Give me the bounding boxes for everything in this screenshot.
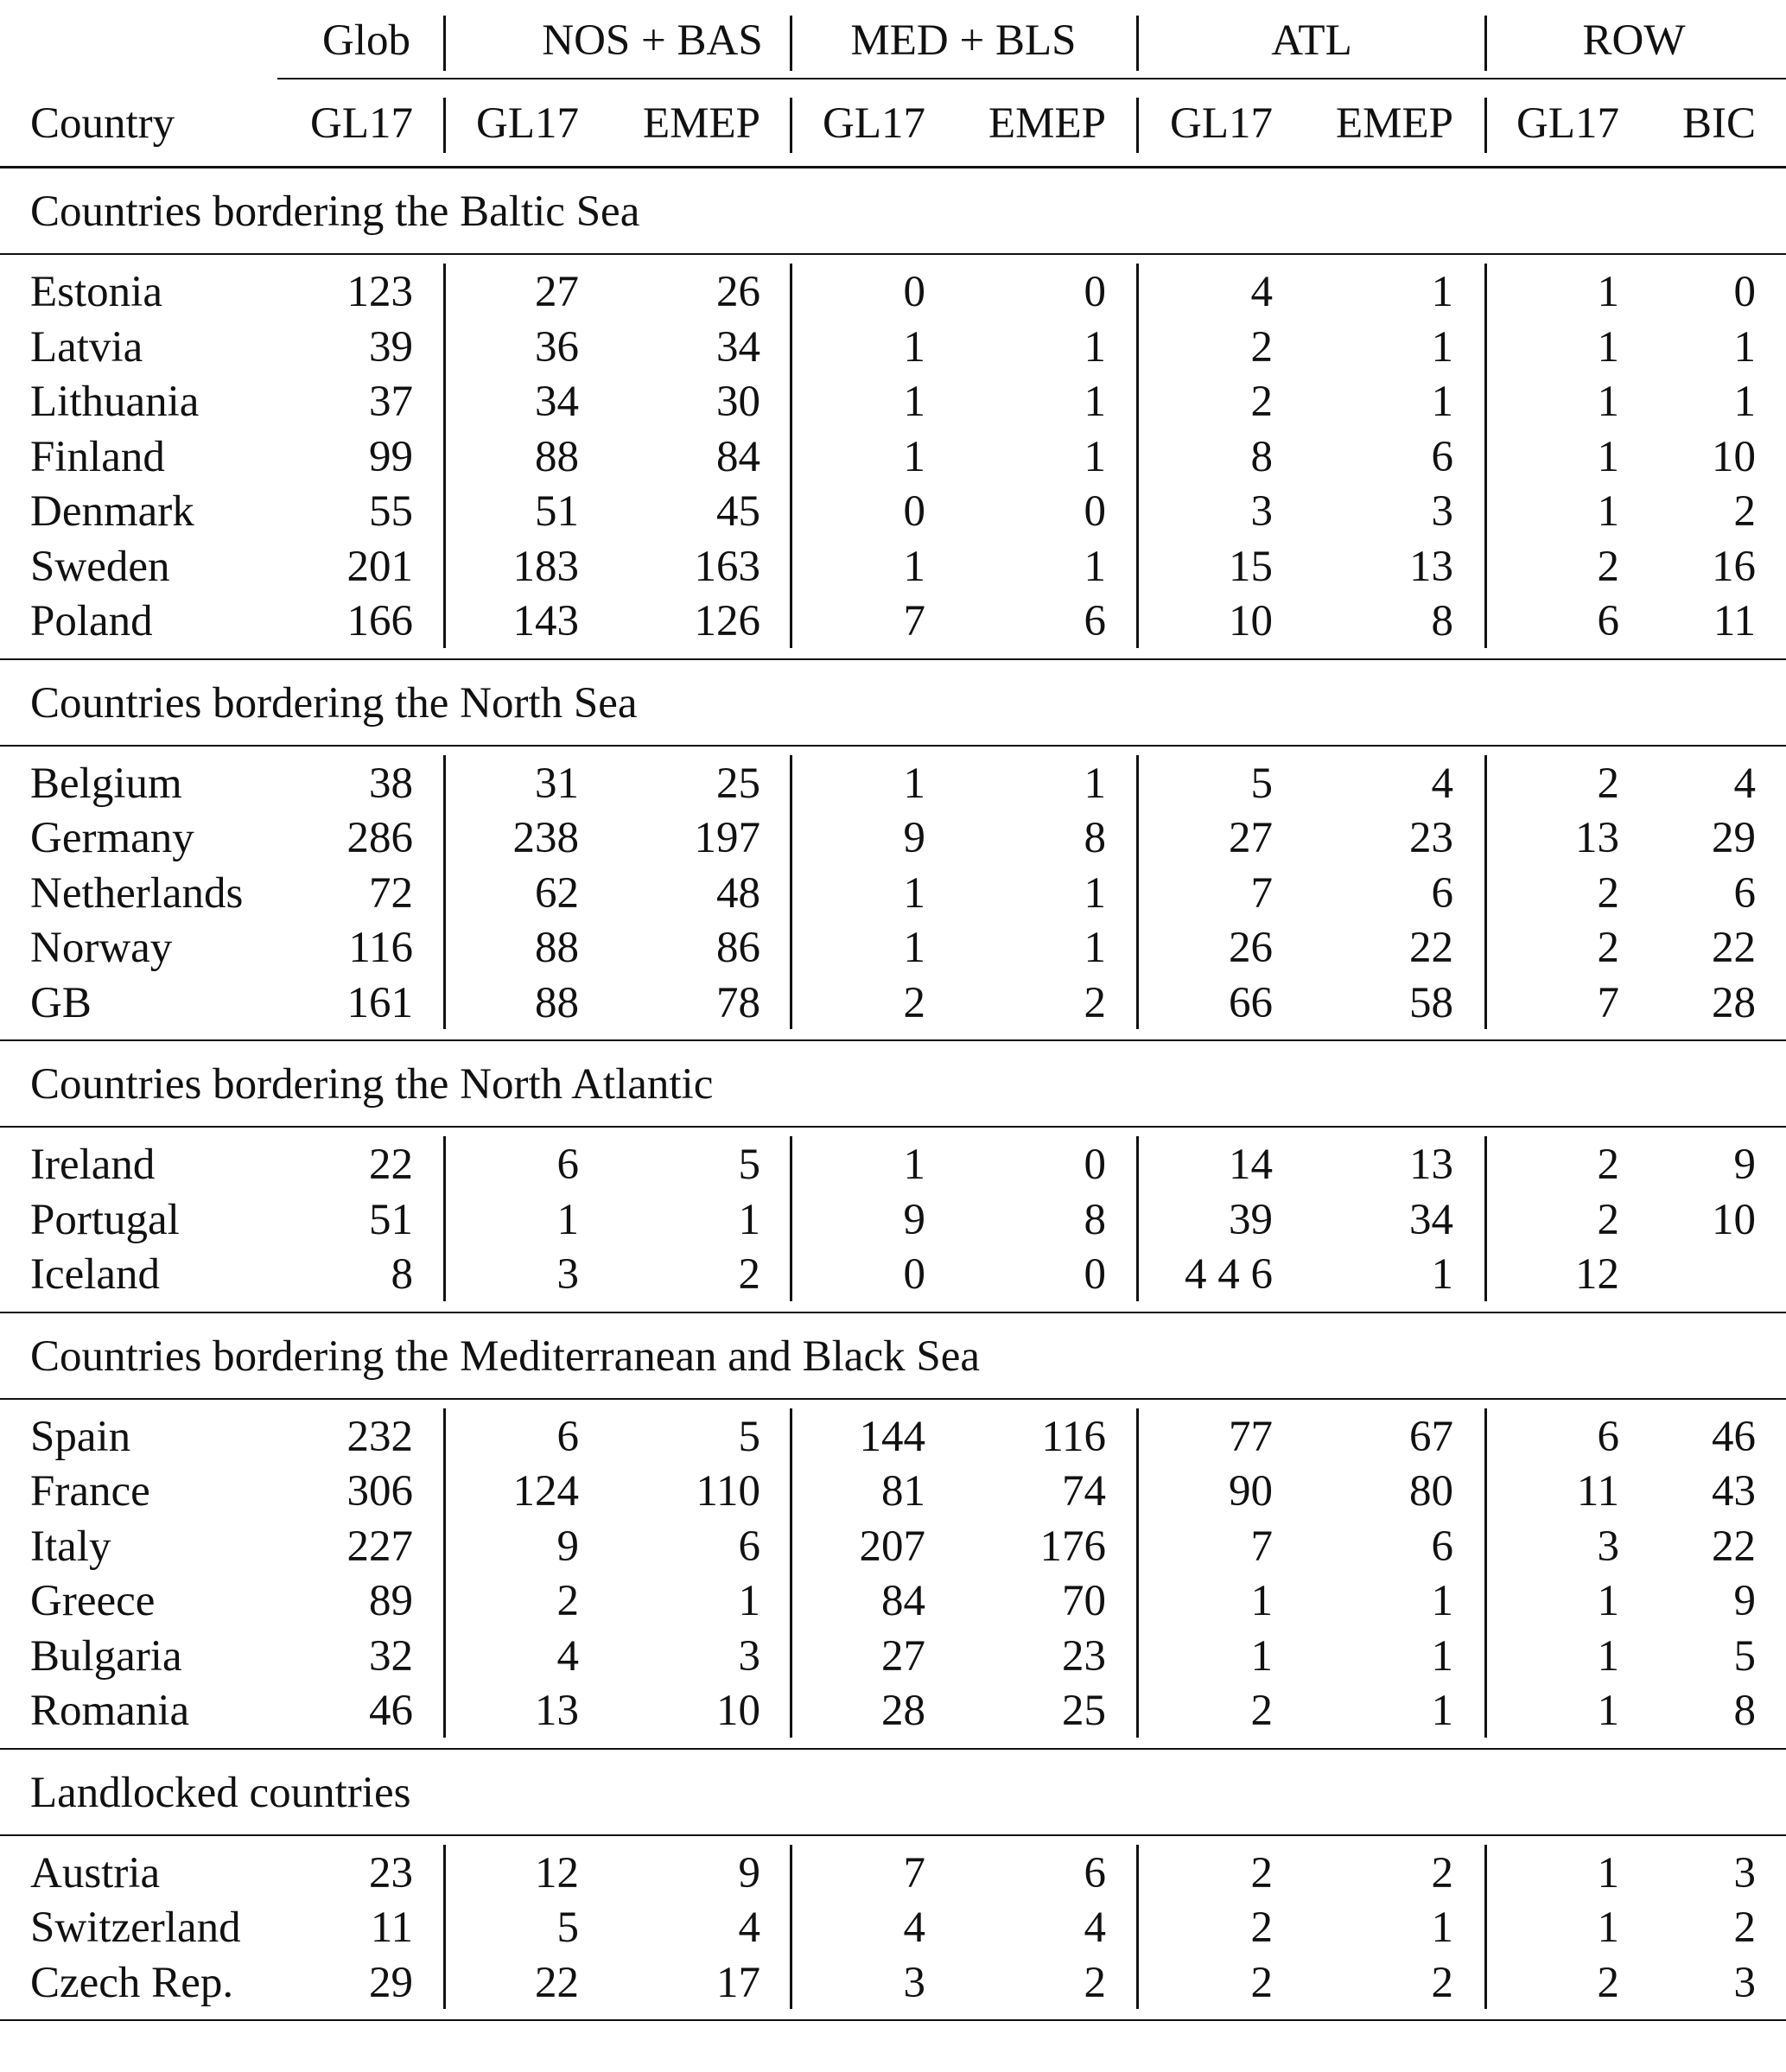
table-cell: 1 <box>1431 322 1453 372</box>
table-cell: 0 <box>1084 1141 1106 1189</box>
table-cell: 5 <box>738 1412 760 1461</box>
table-cell: 25 <box>716 759 760 808</box>
table-cell: 5 <box>1250 759 1273 808</box>
table-cell: 1 <box>1431 1904 1453 1952</box>
table-cell: 1 <box>1431 268 1453 316</box>
table-cell: 28 <box>1712 978 1756 1027</box>
column-separator <box>443 1845 446 2010</box>
table-cell: 6 <box>556 1412 579 1461</box>
table-cell: 9 <box>1733 1141 1756 1189</box>
table-cell: 84 <box>716 432 760 481</box>
table-cell: 27 <box>1229 814 1273 862</box>
table-cell: 9 <box>903 814 925 862</box>
header-separator <box>1484 98 1487 153</box>
table-cell: 13 <box>1409 542 1453 591</box>
table-cell: 13 <box>1409 1141 1453 1189</box>
table-cell: 1 <box>1250 1631 1273 1681</box>
table-cell: 2 <box>1733 1904 1756 1952</box>
table-cell: 81 <box>881 1467 925 1516</box>
table-cell: 11 <box>1576 1467 1619 1516</box>
country-name: Bulgaria <box>30 1631 182 1681</box>
table-cell: 88 <box>535 924 579 972</box>
table-cell: 238 <box>512 814 579 862</box>
group-header: ATL <box>1271 16 1352 65</box>
table-cell: 2 <box>1597 924 1619 972</box>
table-cell: 232 <box>346 1412 413 1461</box>
table-cell: 30 <box>716 378 760 426</box>
table-cell: 5 <box>556 1904 579 1952</box>
table-cell: 8 <box>1084 1195 1106 1244</box>
table-cell: 1 <box>1597 378 1619 426</box>
table-cell: 2 <box>1084 978 1106 1027</box>
table-cell: 6 <box>1597 597 1619 645</box>
column-separator <box>443 1136 446 1301</box>
table-cell: 34 <box>716 322 760 372</box>
table-cell: 1 <box>738 1195 760 1244</box>
table-cell: 34 <box>535 378 579 426</box>
column-separator <box>1484 1845 1487 2010</box>
table-cell: 197 <box>694 814 760 862</box>
table-cell: 1 <box>1431 1687 1453 1735</box>
table-cell: 10 <box>716 1687 760 1735</box>
country-name: Finland <box>30 432 165 481</box>
column-header: EMEP <box>642 99 760 148</box>
table-cell: 1 <box>903 542 925 591</box>
table-cell: 1 <box>1431 1250 1453 1299</box>
country-name: Poland <box>30 597 153 645</box>
country-name: Sweden <box>30 542 170 591</box>
table-cell: 3 <box>556 1250 579 1299</box>
table-cell: 6 <box>556 1141 579 1189</box>
table-cell: 11 <box>1713 597 1756 645</box>
table-cell: 29 <box>1712 814 1756 862</box>
table-cell: 39 <box>1229 1195 1273 1244</box>
table-cell: 23 <box>369 1848 413 1897</box>
table-cell: 74 <box>1062 1467 1106 1516</box>
table-cell: 58 <box>1409 978 1453 1027</box>
table-cell: 45 <box>716 487 760 536</box>
table-cell: 46 <box>369 1687 413 1735</box>
section-rule <box>0 745 1786 747</box>
section-title: Countries bordering the Baltic Sea <box>30 187 640 236</box>
table-cell: 1 <box>903 432 925 481</box>
header-separator <box>1484 16 1487 71</box>
group-header: NOS + BAS <box>542 16 763 65</box>
group-header: MED + BLS <box>850 16 1077 65</box>
table-cell: 1 <box>1597 1687 1619 1735</box>
section-rule <box>0 1834 1786 1836</box>
section-rule <box>0 253 1786 255</box>
column-separator <box>1484 1408 1487 1738</box>
table-cell: 4 4 6 <box>1185 1250 1273 1299</box>
table-cell: 70 <box>1062 1577 1106 1625</box>
table-cell: 2 <box>1597 542 1619 591</box>
table-cell: 5 <box>1733 1631 1756 1681</box>
table-cell: 6 <box>1084 1848 1106 1897</box>
column-separator <box>790 1136 792 1301</box>
table-cell: 84 <box>881 1577 925 1625</box>
column-header: GL17 <box>476 99 579 148</box>
table-cell: 86 <box>716 924 760 972</box>
country-name: Czech Rep. <box>30 1958 234 2007</box>
country-name: Estonia <box>30 268 162 316</box>
header-separator <box>443 98 446 153</box>
column-header: GL17 <box>823 99 925 148</box>
table-cell: 23 <box>1409 814 1453 862</box>
table-cell: 6 <box>1597 1412 1619 1461</box>
table-cell: 62 <box>535 868 579 918</box>
table-cell: 1 <box>556 1195 579 1244</box>
table-cell: 2 <box>1597 868 1619 918</box>
table-cell: 1 <box>1597 432 1619 481</box>
table-cell: 1 <box>738 1577 760 1625</box>
table-cell: 1 <box>903 322 925 372</box>
table-cell: 3 <box>1597 1522 1619 1571</box>
country-name: Austria <box>30 1848 161 1897</box>
table-cell: 116 <box>1041 1412 1106 1461</box>
table-cell: 7 <box>903 1848 925 1897</box>
table-cell: 144 <box>859 1412 925 1461</box>
table-cell: 6 <box>1431 432 1453 481</box>
country-name: Greece <box>30 1577 156 1625</box>
table-cell: 1 <box>1597 487 1619 536</box>
table-cell: 1 <box>903 759 925 808</box>
table-cell: 9 <box>556 1522 579 1571</box>
table-cell: 36 <box>535 322 579 372</box>
table-cell: 1 <box>1597 1904 1619 1952</box>
table-cell: 4 <box>1084 1904 1106 1952</box>
table-cell: 90 <box>1229 1467 1273 1516</box>
table-cell: 2 <box>1250 1958 1273 2007</box>
table-cell: 32 <box>369 1631 413 1681</box>
table-cell: 48 <box>716 868 760 918</box>
table-cell: 1 <box>903 378 925 426</box>
table-cell: 23 <box>1062 1631 1106 1681</box>
table-cell: 1 <box>1597 268 1619 316</box>
country-name: Portugal <box>30 1195 180 1244</box>
table-cell: 72 <box>369 868 413 918</box>
table-cell: 77 <box>1229 1412 1273 1461</box>
column-separator <box>1136 264 1139 648</box>
table-cell: 80 <box>1409 1467 1453 1516</box>
column-header: EMEP <box>1335 99 1453 148</box>
table-cell: 4 <box>1431 759 1453 808</box>
table-cell: 88 <box>535 432 579 481</box>
table-cell: 2 <box>1250 322 1273 372</box>
table-cell: 4 <box>738 1904 760 1952</box>
table-cell: 2 <box>903 978 925 1027</box>
table-cell: 39 <box>369 322 413 372</box>
column-separator <box>443 755 446 1030</box>
table-cell: 13 <box>1575 814 1619 862</box>
table-cell: 12 <box>1575 1250 1619 1299</box>
column-header: GL17 <box>1516 99 1619 148</box>
table-cell: 22 <box>1409 924 1453 972</box>
country-name: Belgium <box>30 759 182 808</box>
table-cell: 9 <box>903 1195 925 1244</box>
table-cell: 12 <box>535 1848 579 1897</box>
country-name: Spain <box>30 1412 131 1461</box>
country-name: Norway <box>30 924 173 972</box>
table-cell: 1 <box>1431 1631 1453 1681</box>
table-cell: 25 <box>1062 1687 1106 1735</box>
header-rule <box>0 166 1786 168</box>
table-cell: 99 <box>369 432 413 481</box>
table-cell: 88 <box>535 978 579 1027</box>
table-cell: 1 <box>1597 1577 1619 1625</box>
column-separator <box>1484 1136 1487 1301</box>
column-separator <box>1136 1845 1139 2010</box>
table-cell: 183 <box>512 542 579 591</box>
section-title: Countries bordering the North Atlantic <box>30 1060 714 1109</box>
table-cell: 1 <box>1084 378 1106 426</box>
table-cell: 2 <box>556 1577 579 1625</box>
table-cell: 11 <box>370 1904 413 1952</box>
section-title: Countries bordering the Mediterranean and Black Sea <box>30 1332 980 1381</box>
table-cell: 55 <box>369 487 413 536</box>
table-cell: 10 <box>1229 597 1273 645</box>
section-end-rule <box>0 658 1786 660</box>
table-cell: 2 <box>1597 1141 1619 1189</box>
table-cell: 1 <box>1084 322 1106 372</box>
table-cell: 3 <box>903 1958 925 2007</box>
table-cell: 6 <box>1431 868 1453 918</box>
country-name: Romania <box>30 1687 190 1735</box>
column-separator <box>1136 755 1139 1030</box>
table-cell: 2 <box>1250 1687 1273 1735</box>
section-end-rule <box>0 1312 1786 1313</box>
table-cell: 10 <box>1712 432 1756 481</box>
table-cell: 123 <box>346 268 413 316</box>
country-name: Lithuania <box>30 378 200 426</box>
table-cell: 51 <box>369 1195 413 1244</box>
section-title: Landlocked countries <box>30 1768 411 1817</box>
column-separator <box>443 1408 446 1738</box>
table-cell: 22 <box>535 1958 579 2007</box>
column-separator <box>790 1845 792 2010</box>
table-cell: 6 <box>738 1522 760 1571</box>
table-cell: 4 <box>556 1631 579 1681</box>
table-cell: 51 <box>535 487 579 536</box>
table-cell: 8 <box>1084 814 1106 862</box>
table-cell: 0 <box>1733 268 1756 316</box>
country-name: Latvia <box>30 322 143 372</box>
header-separator <box>790 16 792 71</box>
table-cell: 2 <box>1084 1958 1106 2007</box>
table-cell: 166 <box>346 597 413 645</box>
column-separator <box>1484 264 1487 648</box>
table-cell: 1 <box>1733 322 1756 372</box>
section-end-rule <box>0 2019 1786 2021</box>
country-name: GB <box>30 978 92 1027</box>
table-cell: 9 <box>738 1848 760 1897</box>
table-cell: 161 <box>346 978 413 1027</box>
table-cell: 6 <box>1431 1522 1453 1571</box>
table-cell: 143 <box>512 597 579 645</box>
table-cell: 29 <box>369 1958 413 2007</box>
table-cell: 1 <box>1597 322 1619 372</box>
column-header: EMEP <box>988 99 1106 148</box>
group-rule <box>277 78 1786 79</box>
table-cell: 286 <box>346 814 413 862</box>
table-cell: 0 <box>1084 1250 1106 1299</box>
table-cell: 1 <box>1084 868 1106 918</box>
table-cell: 2 <box>1597 1195 1619 1244</box>
table-cell: 207 <box>859 1522 925 1571</box>
country-name: Germany <box>30 814 194 862</box>
column-separator <box>443 264 446 648</box>
table-cell: 6 <box>1733 868 1756 918</box>
table-cell: 27 <box>535 268 579 316</box>
table-cell: 0 <box>1084 268 1106 316</box>
table-cell: 9 <box>1733 1577 1756 1625</box>
table-cell: 3 <box>1431 487 1453 536</box>
table-cell: 38 <box>369 759 413 808</box>
table-cell: 0 <box>1084 487 1106 536</box>
header-separator <box>790 98 792 153</box>
column-header: GL17 <box>1170 99 1273 148</box>
table-cell: 27 <box>881 1631 925 1681</box>
table-cell: 116 <box>348 924 413 972</box>
header-separator <box>443 16 446 71</box>
column-separator <box>790 755 792 1030</box>
table-cell: 8 <box>391 1250 413 1299</box>
table-cell: 126 <box>694 597 760 645</box>
table-cell: 1 <box>903 1141 925 1189</box>
section-title: Countries bordering the North Sea <box>30 678 638 728</box>
table-cell: 2 <box>1597 759 1619 808</box>
table-cell: 15 <box>1229 542 1273 591</box>
country-name: Switzerland <box>30 1904 241 1952</box>
table-cell: 176 <box>1039 1522 1106 1571</box>
table-cell: 163 <box>694 542 760 591</box>
table-cell: 0 <box>903 268 925 316</box>
table-cell: 124 <box>512 1467 579 1516</box>
table-cell: 28 <box>881 1687 925 1735</box>
table-cell: 3 <box>1733 1958 1756 2007</box>
section-end-rule <box>0 1039 1786 1041</box>
table-cell: 201 <box>346 542 413 591</box>
table-cell: 1 <box>1084 759 1106 808</box>
table-cell: 7 <box>1250 1522 1273 1571</box>
table-cell: 1 <box>1250 1577 1273 1625</box>
table-cell: 14 <box>1229 1141 1273 1189</box>
table-cell: 66 <box>1229 978 1273 1027</box>
table-cell: 22 <box>1712 924 1756 972</box>
column-separator <box>790 1408 792 1738</box>
table-cell: 2 <box>1250 378 1273 426</box>
header-separator <box>1136 98 1139 153</box>
table-cell: 13 <box>535 1687 579 1735</box>
table-cell: 3 <box>1733 1848 1756 1897</box>
section-rule <box>0 1126 1786 1128</box>
country-name: Denmark <box>30 487 194 536</box>
table-cell: 110 <box>696 1467 760 1516</box>
table-cell: 7 <box>903 597 925 645</box>
table-cell: 1 <box>1597 1631 1619 1681</box>
header-separator <box>1136 16 1139 71</box>
country-name: Iceland <box>30 1250 161 1299</box>
table-cell: 10 <box>1712 1195 1756 1244</box>
table-cell: 5 <box>738 1141 760 1189</box>
column-separator <box>1136 1408 1139 1738</box>
table-cell: 22 <box>369 1141 413 1189</box>
country-name: France <box>30 1467 150 1516</box>
table-cell: 2 <box>1250 1848 1273 1897</box>
table-cell: 8 <box>1431 597 1453 645</box>
table-cell: 17 <box>716 1958 760 2007</box>
table-cell: 22 <box>1712 1522 1756 1571</box>
country-name: Italy <box>30 1522 111 1571</box>
table-cell: 227 <box>346 1522 413 1571</box>
table-cell: 37 <box>369 378 413 426</box>
table-cell: 26 <box>1229 924 1273 972</box>
table-cell: 26 <box>716 268 760 316</box>
table-cell: 1 <box>903 868 925 918</box>
table-cell: 4 <box>1733 759 1756 808</box>
table-cell: 16 <box>1712 542 1756 591</box>
table-cell: 2 <box>1431 1958 1453 2007</box>
country-name: Ireland <box>30 1141 156 1189</box>
column-separator <box>790 264 792 648</box>
table-cell: 1 <box>1431 378 1453 426</box>
country-column-header: Country <box>30 99 175 148</box>
table-cell: 31 <box>535 759 579 808</box>
section-end-rule <box>0 1748 1786 1750</box>
table-cell: 2 <box>1250 1904 1273 1952</box>
table-cell: 4 <box>903 1904 925 1952</box>
country-name: Netherlands <box>30 868 244 918</box>
table-cell: 3 <box>738 1631 760 1681</box>
table-cell: 34 <box>1409 1195 1453 1244</box>
table-cell: 46 <box>1712 1412 1756 1461</box>
table-cell: 7 <box>1250 868 1273 918</box>
table-cell: 2 <box>1597 1958 1619 2007</box>
table-cell: 1 <box>903 924 925 972</box>
column-header: BIC <box>1681 99 1756 148</box>
table-cell: 67 <box>1409 1412 1453 1461</box>
table-cell: 0 <box>903 487 925 536</box>
table-cell: 2 <box>1733 487 1756 536</box>
table-cell: 78 <box>716 978 760 1027</box>
table-cell: 7 <box>1597 978 1619 1027</box>
table-cell: 89 <box>369 1577 413 1625</box>
table-cell: 8 <box>1250 432 1273 481</box>
column-separator <box>1136 1136 1139 1301</box>
group-header: ROW <box>1582 16 1686 65</box>
table-cell: 2 <box>738 1250 760 1299</box>
table-cell: 306 <box>346 1467 413 1516</box>
table-cell: 2 <box>1431 1848 1453 1897</box>
table-cell: 1 <box>1084 432 1106 481</box>
table-cell: 0 <box>903 1250 925 1299</box>
section-rule <box>0 1398 1786 1400</box>
table-cell: 6 <box>1084 597 1106 645</box>
table-cell: 1 <box>1431 1577 1453 1625</box>
column-separator <box>1484 755 1487 1030</box>
table-cell: 4 <box>1250 268 1273 316</box>
table-cell: 1 <box>1084 924 1106 972</box>
table-cell: 3 <box>1250 487 1273 536</box>
table-cell: 1 <box>1597 1848 1619 1897</box>
group-header: Glob <box>322 16 410 65</box>
table-cell: 43 <box>1712 1467 1756 1516</box>
table-cell: 1 <box>1733 378 1756 426</box>
column-header: GL17 <box>310 99 413 148</box>
table-cell: 1 <box>1084 542 1106 591</box>
table-cell: 8 <box>1733 1687 1756 1735</box>
